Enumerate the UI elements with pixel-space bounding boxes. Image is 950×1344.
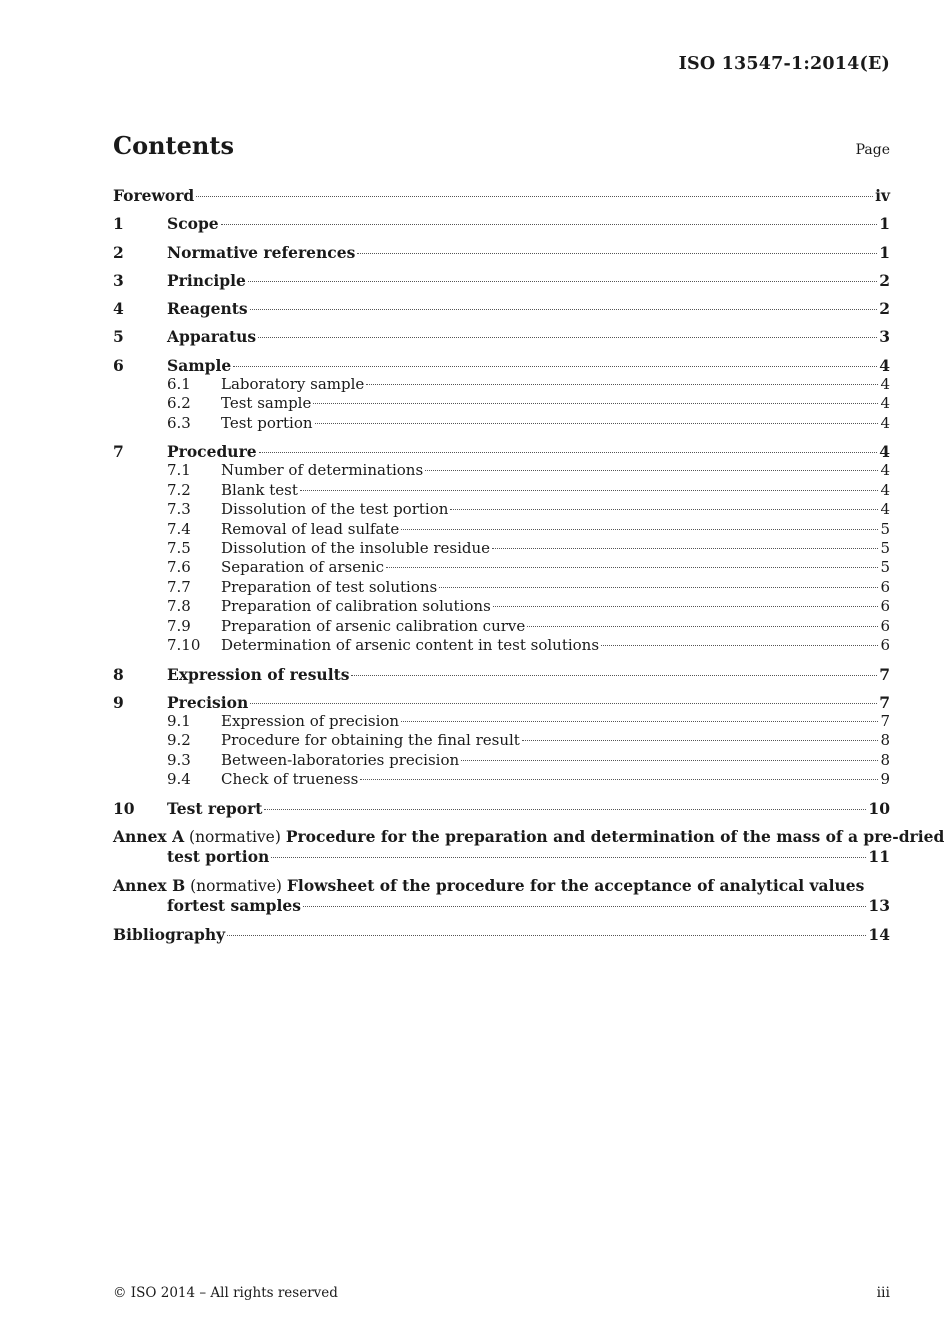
dot-leader <box>527 626 878 627</box>
annex-b-line1 <box>113 876 890 897</box>
toc-entry-determination-arsenic-content[interactable] <box>113 636 890 655</box>
dot-leader <box>300 490 879 491</box>
toc-entry-test-report[interactable] <box>113 799 890 818</box>
annex-a-line1 <box>113 826 945 848</box>
toc-page: 2 <box>879 299 890 319</box>
toc-page: 1 <box>879 242 890 262</box>
toc-entry-test-portion[interactable] <box>113 414 890 433</box>
annex-b-line2 <box>113 896 890 916</box>
toc-page: 8 <box>880 750 890 769</box>
toc-title: Dissolution of the insoluble residue <box>221 538 491 557</box>
footer-copyright: © ISO 2014 – All rights reserved <box>113 1285 338 1301</box>
dot-leader <box>221 224 878 225</box>
toc-title: Reagents <box>167 299 248 319</box>
toc-number: 7.3 <box>167 500 191 519</box>
toc-title: Between-laboratories precision <box>221 750 460 769</box>
dot-leader <box>601 645 878 646</box>
contents-title: Contents <box>113 131 234 160</box>
annex-title-cont: test portion <box>167 847 270 867</box>
dot-leader <box>271 857 866 858</box>
toc-entry-number-of-determinations[interactable] <box>113 461 890 480</box>
dot-leader <box>196 196 873 197</box>
toc-number: 2 <box>113 242 124 262</box>
toc-number: 7.4 <box>167 519 191 538</box>
dot-leader <box>439 587 878 588</box>
toc-title: Apparatus <box>167 327 257 347</box>
dot-leader <box>313 403 878 404</box>
toc-number: 9.3 <box>167 750 191 769</box>
toc-page: 4 <box>880 413 890 432</box>
toc-title: Separation of arsenic <box>221 558 384 577</box>
dot-leader <box>401 529 878 530</box>
toc-entry-scope[interactable] <box>113 214 890 233</box>
toc-entry-sample[interactable] <box>113 356 890 375</box>
dot-leader <box>366 384 878 385</box>
dot-leader <box>386 567 878 568</box>
dot-leader <box>250 703 877 704</box>
toc-page: 11 <box>868 847 890 867</box>
toc-title: Foreword <box>113 186 195 205</box>
table-of-contents <box>113 186 945 945</box>
annex-a-line2 <box>113 847 890 867</box>
annex-type: (normative) <box>190 876 282 895</box>
toc-entry-expression-of-results[interactable] <box>113 665 890 684</box>
toc-entry-preparation-calibration-curve[interactable] <box>113 617 890 636</box>
toc-entry-annex-b[interactable] <box>113 876 890 916</box>
toc-page: 7 <box>879 664 890 684</box>
dot-leader <box>401 721 878 722</box>
toc-title: Sample <box>167 355 232 375</box>
toc-page: 4 <box>880 480 890 499</box>
toc-title: Scope <box>167 214 219 234</box>
toc-page: 7 <box>880 711 890 730</box>
toc-number: 7.9 <box>167 616 191 635</box>
dot-leader <box>492 548 878 549</box>
toc-page: 10 <box>868 798 890 818</box>
toc-number: 4 <box>113 299 124 319</box>
toc-page: 9 <box>880 770 890 789</box>
toc-entry-blank-test[interactable] <box>113 481 890 500</box>
dot-leader <box>493 606 879 607</box>
toc-page: 7 <box>879 692 890 712</box>
toc-title: Procedure <box>167 442 257 462</box>
annex-title: Procedure for the preparation and determination of the mass of a pre-dried <box>285 826 945 846</box>
toc-entry-preparation-calibration-solutions[interactable] <box>113 597 890 616</box>
dot-leader <box>250 309 878 310</box>
toc-number: 7.1 <box>167 461 191 480</box>
toc-title: Preparation of calibration solutions <box>221 597 491 616</box>
toc-number: 7.10 <box>167 635 201 654</box>
toc-entry-removal-lead-sulfate[interactable] <box>113 520 890 539</box>
toc-page: 5 <box>880 558 890 577</box>
toc-page: 4 <box>880 500 890 519</box>
toc-page: 4 <box>879 355 890 375</box>
toc-page: 4 <box>880 374 890 393</box>
toc-entry-final-result-procedure[interactable] <box>113 731 890 750</box>
toc-title: Laboratory sample <box>221 374 365 393</box>
toc-page: iv <box>875 186 890 205</box>
toc-page: 5 <box>880 519 890 538</box>
toc-title: Expression of results <box>167 664 350 684</box>
toc-entry-separation-arsenic[interactable] <box>113 558 890 577</box>
dot-leader <box>461 760 878 761</box>
toc-entry-laboratory-sample[interactable] <box>113 375 890 394</box>
dot-leader <box>522 740 879 741</box>
toc-entry-test-sample[interactable] <box>113 394 890 413</box>
toc-entry-annex-a[interactable] <box>113 826 945 867</box>
toc-page: 4 <box>879 442 890 462</box>
toc-title: Blank test <box>221 480 298 499</box>
annex-label: Annex B <box>113 875 186 895</box>
toc-title: Principle <box>167 270 246 290</box>
toc-number: 7.8 <box>167 597 191 616</box>
annex-title-cont: fortest samples <box>167 896 301 916</box>
toc-page: 8 <box>880 731 890 750</box>
toc-number: 9 <box>113 692 124 712</box>
toc-entry-precision[interactable] <box>113 693 890 712</box>
toc-title: Test report <box>167 798 263 818</box>
toc-title: Bibliography <box>113 925 226 945</box>
toc-page: 13 <box>868 896 890 916</box>
toc-entry-apparatus[interactable] <box>113 327 890 346</box>
toc-entry-dissolution-insoluble-residue[interactable] <box>113 539 890 558</box>
toc-title: Number of determinations <box>221 461 424 480</box>
dot-leader <box>264 809 866 810</box>
document-id: ISO 13547-1:2014(E) <box>678 54 890 74</box>
dot-leader <box>233 366 877 367</box>
toc-title: Preparation of test solutions <box>221 577 438 596</box>
toc-title: Check of trueness <box>221 770 359 789</box>
toc-number: 3 <box>113 270 124 290</box>
toc-page: 3 <box>879 327 890 347</box>
annex-type: (normative) <box>189 827 281 846</box>
toc-number: 10 <box>113 798 135 818</box>
toc-page: 2 <box>879 270 890 290</box>
toc-number: 7 <box>113 442 124 462</box>
toc-entry-procedure[interactable] <box>113 442 890 461</box>
toc-number: 7.7 <box>167 577 191 596</box>
toc-title: Dissolution of the test portion <box>221 500 449 519</box>
toc-number: 6.2 <box>167 394 191 413</box>
toc-title: Test sample <box>221 394 312 413</box>
dot-leader <box>258 337 877 338</box>
dot-leader <box>450 509 878 510</box>
toc-entry-dissolution-test-portion[interactable] <box>113 500 890 519</box>
toc-entry-principle[interactable] <box>113 271 890 290</box>
dot-leader <box>360 779 878 780</box>
toc-title: Precision <box>167 692 249 712</box>
toc-number: 7.2 <box>167 480 191 499</box>
dot-leader <box>315 423 879 424</box>
toc-number: 9.1 <box>167 711 191 730</box>
dot-leader <box>248 281 877 282</box>
toc-entry-foreword[interactable] <box>113 186 890 205</box>
toc-entry-preparation-test-solutions[interactable] <box>113 578 890 597</box>
dot-leader <box>425 470 878 471</box>
toc-number: 7.6 <box>167 558 191 577</box>
toc-title: Preparation of arsenic calibration curve <box>221 616 526 635</box>
dot-leader <box>227 935 866 936</box>
toc-page: 14 <box>868 925 890 945</box>
toc-number: 6.3 <box>167 413 191 432</box>
toc-entry-reagents[interactable] <box>113 299 890 318</box>
dot-leader <box>351 675 877 676</box>
toc-page: 5 <box>880 538 890 557</box>
toc-number: 9.2 <box>167 731 191 750</box>
toc-page: 4 <box>880 461 890 480</box>
toc-page: 6 <box>880 616 890 635</box>
toc-number: 7.5 <box>167 538 191 557</box>
footer-page-number: iii <box>876 1285 890 1301</box>
toc-page: 1 <box>879 214 890 234</box>
toc-entry-normative-references[interactable] <box>113 243 890 262</box>
toc-title: Procedure for obtaining the final result <box>221 731 520 750</box>
toc-number: 9.4 <box>167 770 191 789</box>
dot-leader <box>259 452 878 453</box>
toc-page: 6 <box>880 597 890 616</box>
toc-page: 4 <box>880 394 890 413</box>
toc-title: Determination of arsenic content in test solutions <box>221 635 600 654</box>
page-column-label: Page <box>855 142 890 158</box>
toc-page: 6 <box>880 635 890 654</box>
toc-number: 6 <box>113 355 124 375</box>
toc-entry-expression-of-precision[interactable] <box>113 712 890 731</box>
toc-title: Normative references <box>167 242 356 262</box>
dot-leader <box>303 906 866 907</box>
toc-number: 6.1 <box>167 374 191 393</box>
toc-title: Test portion <box>221 413 313 432</box>
dot-leader <box>357 253 877 254</box>
toc-entry-check-of-trueness[interactable] <box>113 770 890 789</box>
toc-page: 6 <box>880 577 890 596</box>
annex-title: Flowsheet of the procedure for the acceptance of analytical values <box>286 875 865 895</box>
toc-title: Expression of precision <box>221 711 400 730</box>
annex-label: Annex A <box>113 826 185 846</box>
toc-entry-bibliography[interactable] <box>113 925 890 944</box>
toc-number: 8 <box>113 664 124 684</box>
toc-entry-between-laboratories-precision[interactable] <box>113 751 890 770</box>
toc-number: 1 <box>113 214 124 234</box>
toc-number: 5 <box>113 327 124 347</box>
toc-title: Removal of lead sulfate <box>221 519 400 538</box>
